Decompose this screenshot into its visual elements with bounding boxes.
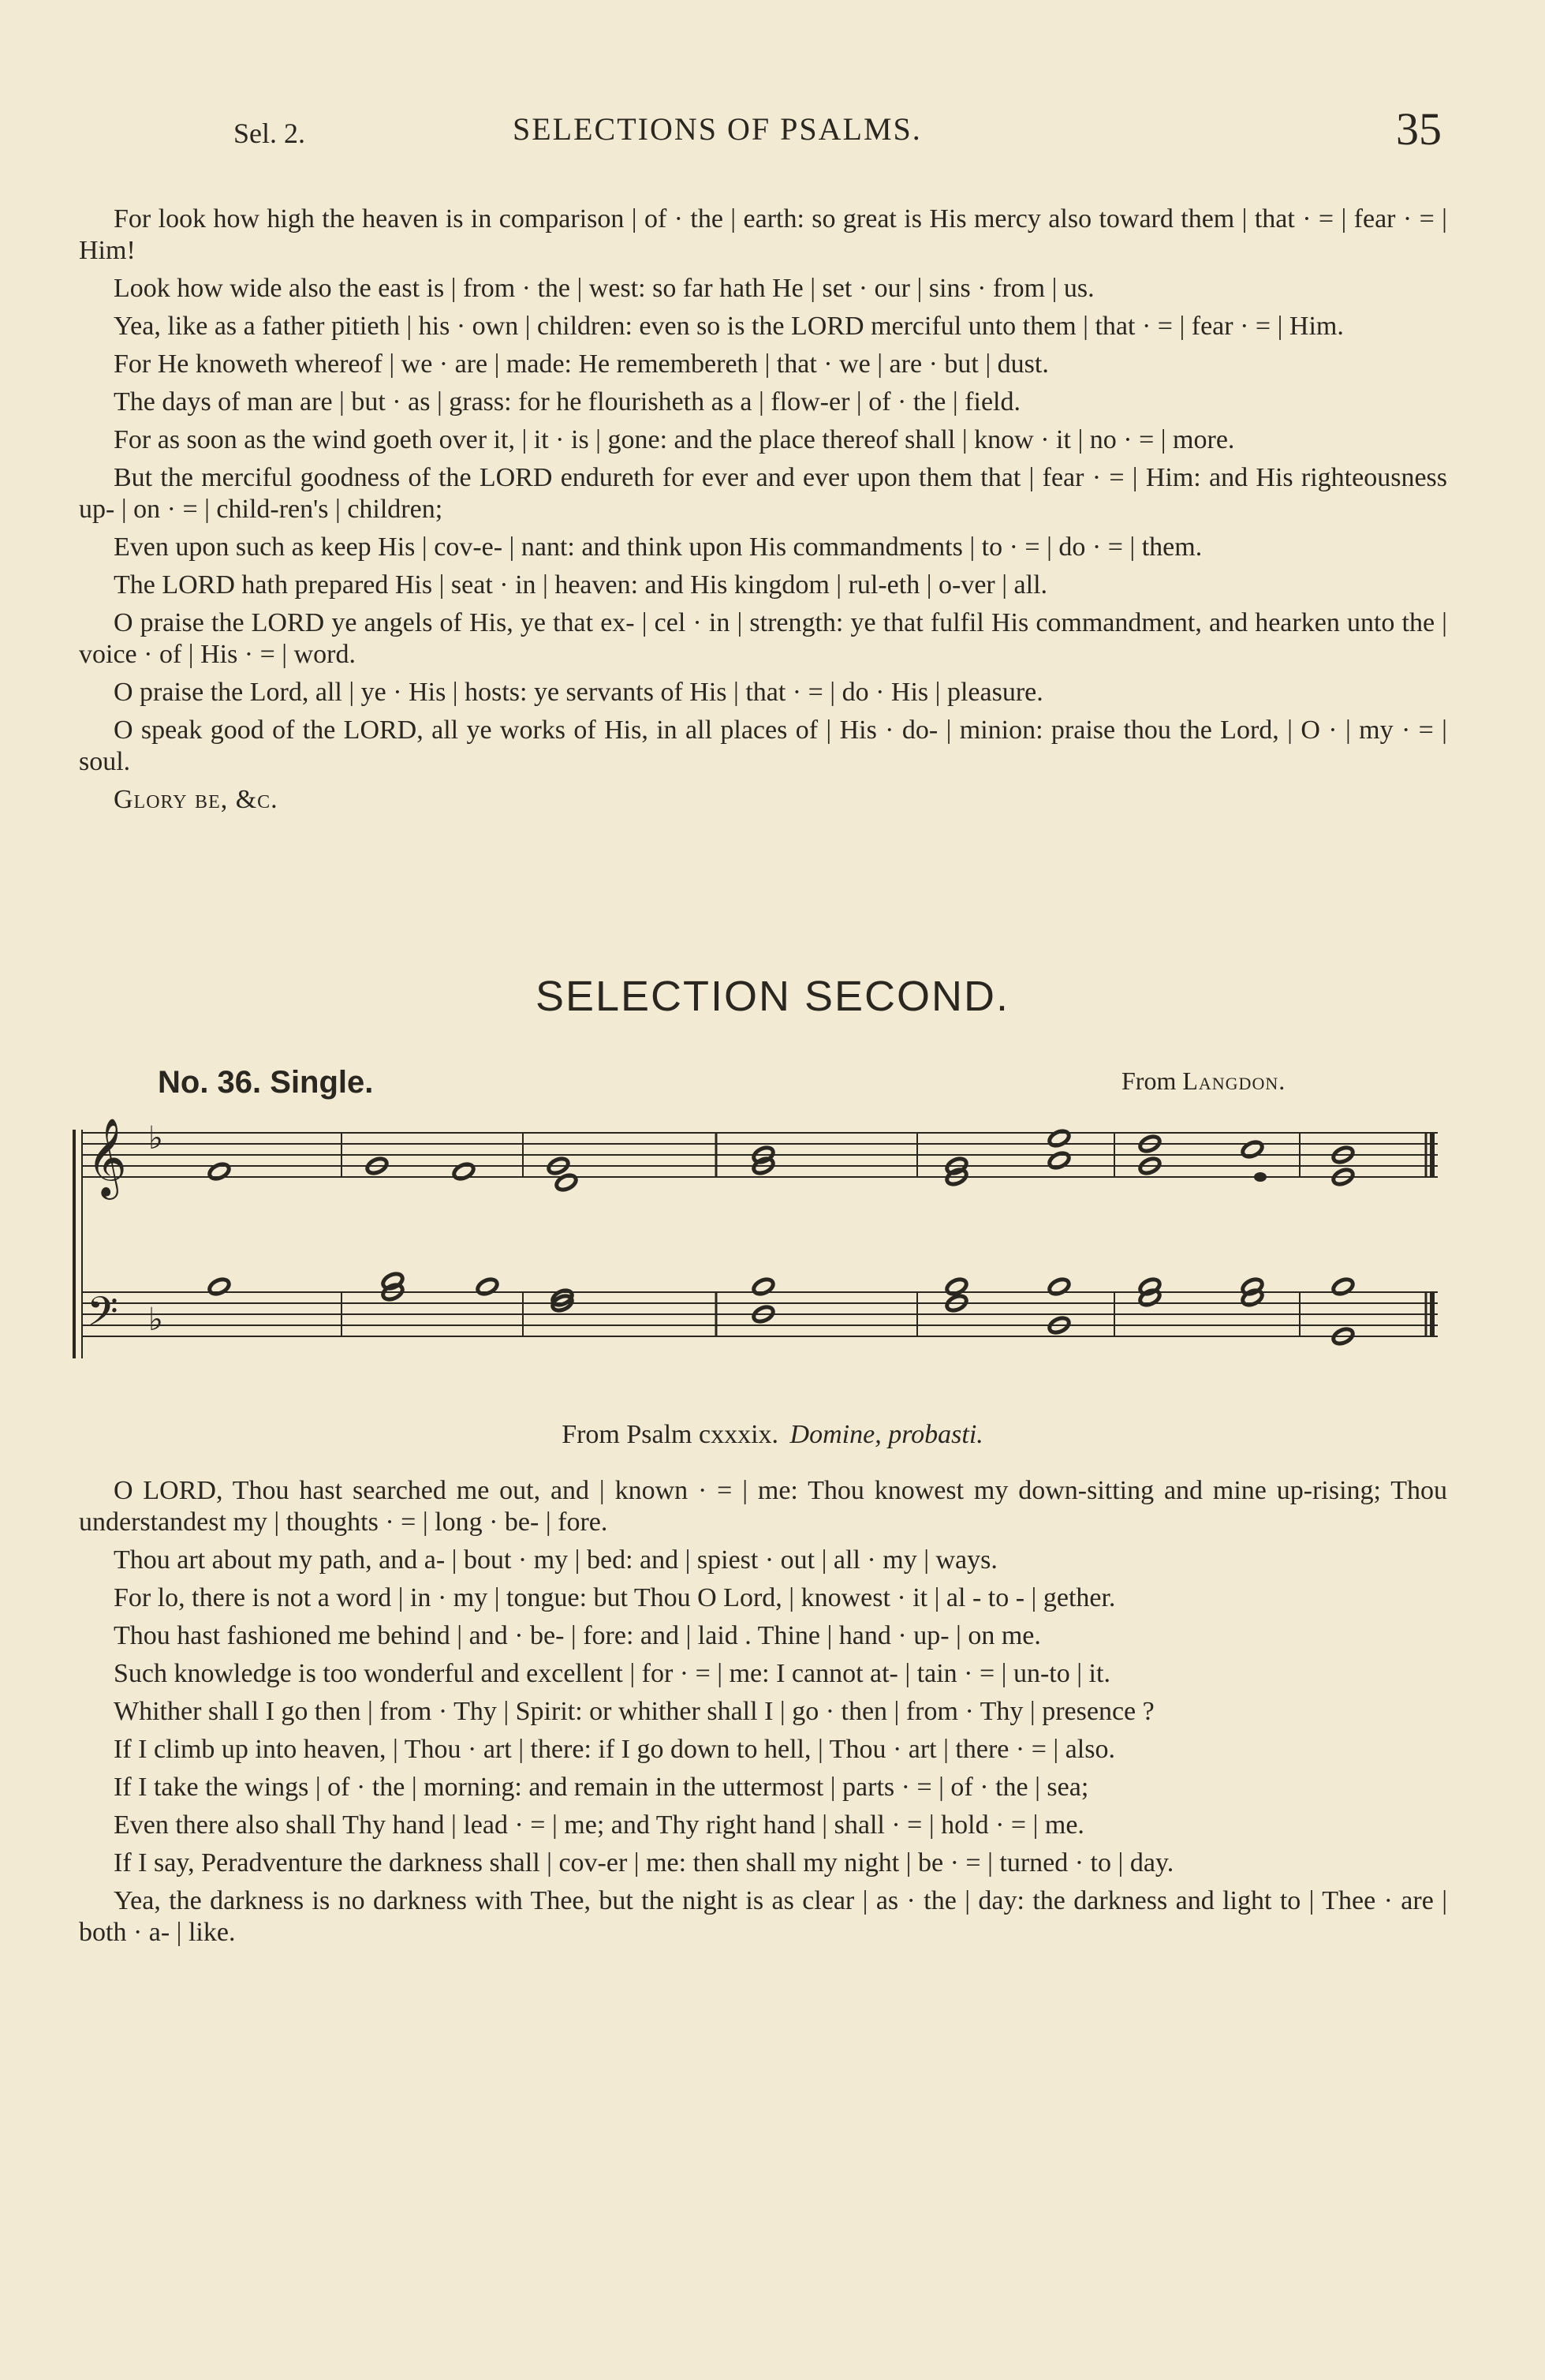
- verse: Look how wide also the east is | from · the | west: so far hath He | set · our | sins · from | us.: [114, 274, 1095, 303]
- verse: If I say, Peradventure the darkness shall | cov-er | me: then shall my night | be · = | turned · to | day.: [114, 1848, 1174, 1877]
- page-header: [0, 103, 1545, 158]
- section-label: Sel. 2.: [233, 118, 306, 149]
- tune-source: [1121, 1067, 1286, 1096]
- bass-clef-icon: 𝄢: [87, 1287, 118, 1345]
- flat-sign-icon: ♭: [148, 1302, 163, 1337]
- verse: For look how high the heaven is in comparison | of · the | earth: so great is His mercy also toward them | that · = | fear · = | Him!: [79, 204, 1447, 265]
- verse: Whither shall I go then | from · Thy | Spirit: or whither shall I | go · then | from · Thy | presence ?: [114, 1697, 1155, 1726]
- verse: Yea, the darkness is no darkness with Thee, but the night is as clear | as · the | day: the darkness and light to | Thee · are | both · a- | like.: [79, 1886, 1447, 1947]
- treble-clef-icon: 𝄞: [87, 1118, 127, 1197]
- verse: O praise the LORD ye angels of His, ye that ex- | cel · in | strength: ye that fulfil His commandment, and hearken unto the | voice · of | His · = | word.: [79, 608, 1447, 669]
- verse: O speak good of the LORD, all ye works of His, in all places of | His · do- | minion: praise thou the Lord, | O · | my · = | soul.: [79, 715, 1447, 776]
- verse: The LORD hath prepared His | seat · in | heaven: and His kingdom | rul-eth | o-ver | all.: [114, 570, 1048, 600]
- selection-title: SELECTION SECOND.: [535, 973, 1010, 1020]
- selection-second-text: [79, 1475, 1447, 1955]
- verse: For as soon as the wind goeth over it, | it · is | gone: and the place thereof shall | know · it | no · = | more.: [114, 425, 1235, 454]
- psalm-heading: [0, 1420, 1545, 1450]
- verse: But the merciful goodness of the LORD endureth for ever and ever upon them that | fear · = | Him: and His righteousness up- | on · = | child-ren's | children;: [79, 463, 1447, 524]
- flat-sign-icon: ♭: [148, 1120, 163, 1156]
- selection-first-text: [79, 204, 1447, 816]
- tune-composer: Langdon.: [1182, 1067, 1286, 1095]
- page-number: 35: [1396, 103, 1442, 155]
- music-score: [69, 1104, 1457, 1373]
- gloria: Glory be, &c.: [114, 785, 278, 814]
- running-title: SELECTIONS OF PSALMS.: [513, 111, 922, 147]
- verse: For He knoweth whereof | we · are | made: He remembereth | that · we | are · but | dust.: [114, 349, 1049, 379]
- verse: Thou art about my path, and a- | bout · my | bed: and | spiest · out | all · my | ways.: [114, 1545, 998, 1575]
- tune-number: No. 36. Single.: [158, 1065, 374, 1100]
- verse: Thou hast fashioned me behind | and · be- | fore: and | laid . Thine | hand · up- | on me.: [114, 1621, 1041, 1650]
- verse: Even upon such as keep His | cov-e- | nant: and think upon His commandments | to · = | do · = | them.: [114, 532, 1203, 562]
- verse: For lo, there is not a word | in · my | tongue: but Thou O Lord, | knowest · it | al - to - | gether.: [114, 1583, 1116, 1612]
- verse: If I climb up into heaven, | Thou · art | there: if I go down to hell, | Thou · art | there · = | also.: [114, 1735, 1115, 1764]
- verse: O praise the Lord, all | ye · His | hosts: ye servants of His | that · = | do · His | pleasure.: [114, 678, 1043, 707]
- verse: Yea, like as a father pitieth | his · own | children: even so is the LORD merciful unto them | that · = | fear · = | Him.: [114, 312, 1344, 341]
- verse: If I take the wings | of · the | morning: and remain in the uttermost | parts · = | of · the | sea;: [114, 1773, 1089, 1802]
- tune-from-label: From: [1121, 1067, 1177, 1095]
- psalm-latin-title: Domine, probasti.: [789, 1420, 983, 1449]
- verse: Such knowledge is too wonderful and excellent | for · = | me: I cannot at- | tain · = | un-to | it.: [114, 1659, 1110, 1688]
- psalm-source: From Psalm cxxxix.: [562, 1420, 779, 1449]
- verse: O LORD, Thou hast searched me out, and | known · = | me: Thou knowest my down-sitting and mine up-rising; Thou understandest my | thoughts · = | long · be- | fore.: [79, 1476, 1447, 1537]
- verse: Even there also shall Thy hand | lead · = | me; and Thy right hand | shall · = | hold · = | me.: [114, 1810, 1084, 1840]
- verse: The days of man are | but · as | grass: for he flourisheth as a | flow-er | of · the | field.: [114, 387, 1021, 417]
